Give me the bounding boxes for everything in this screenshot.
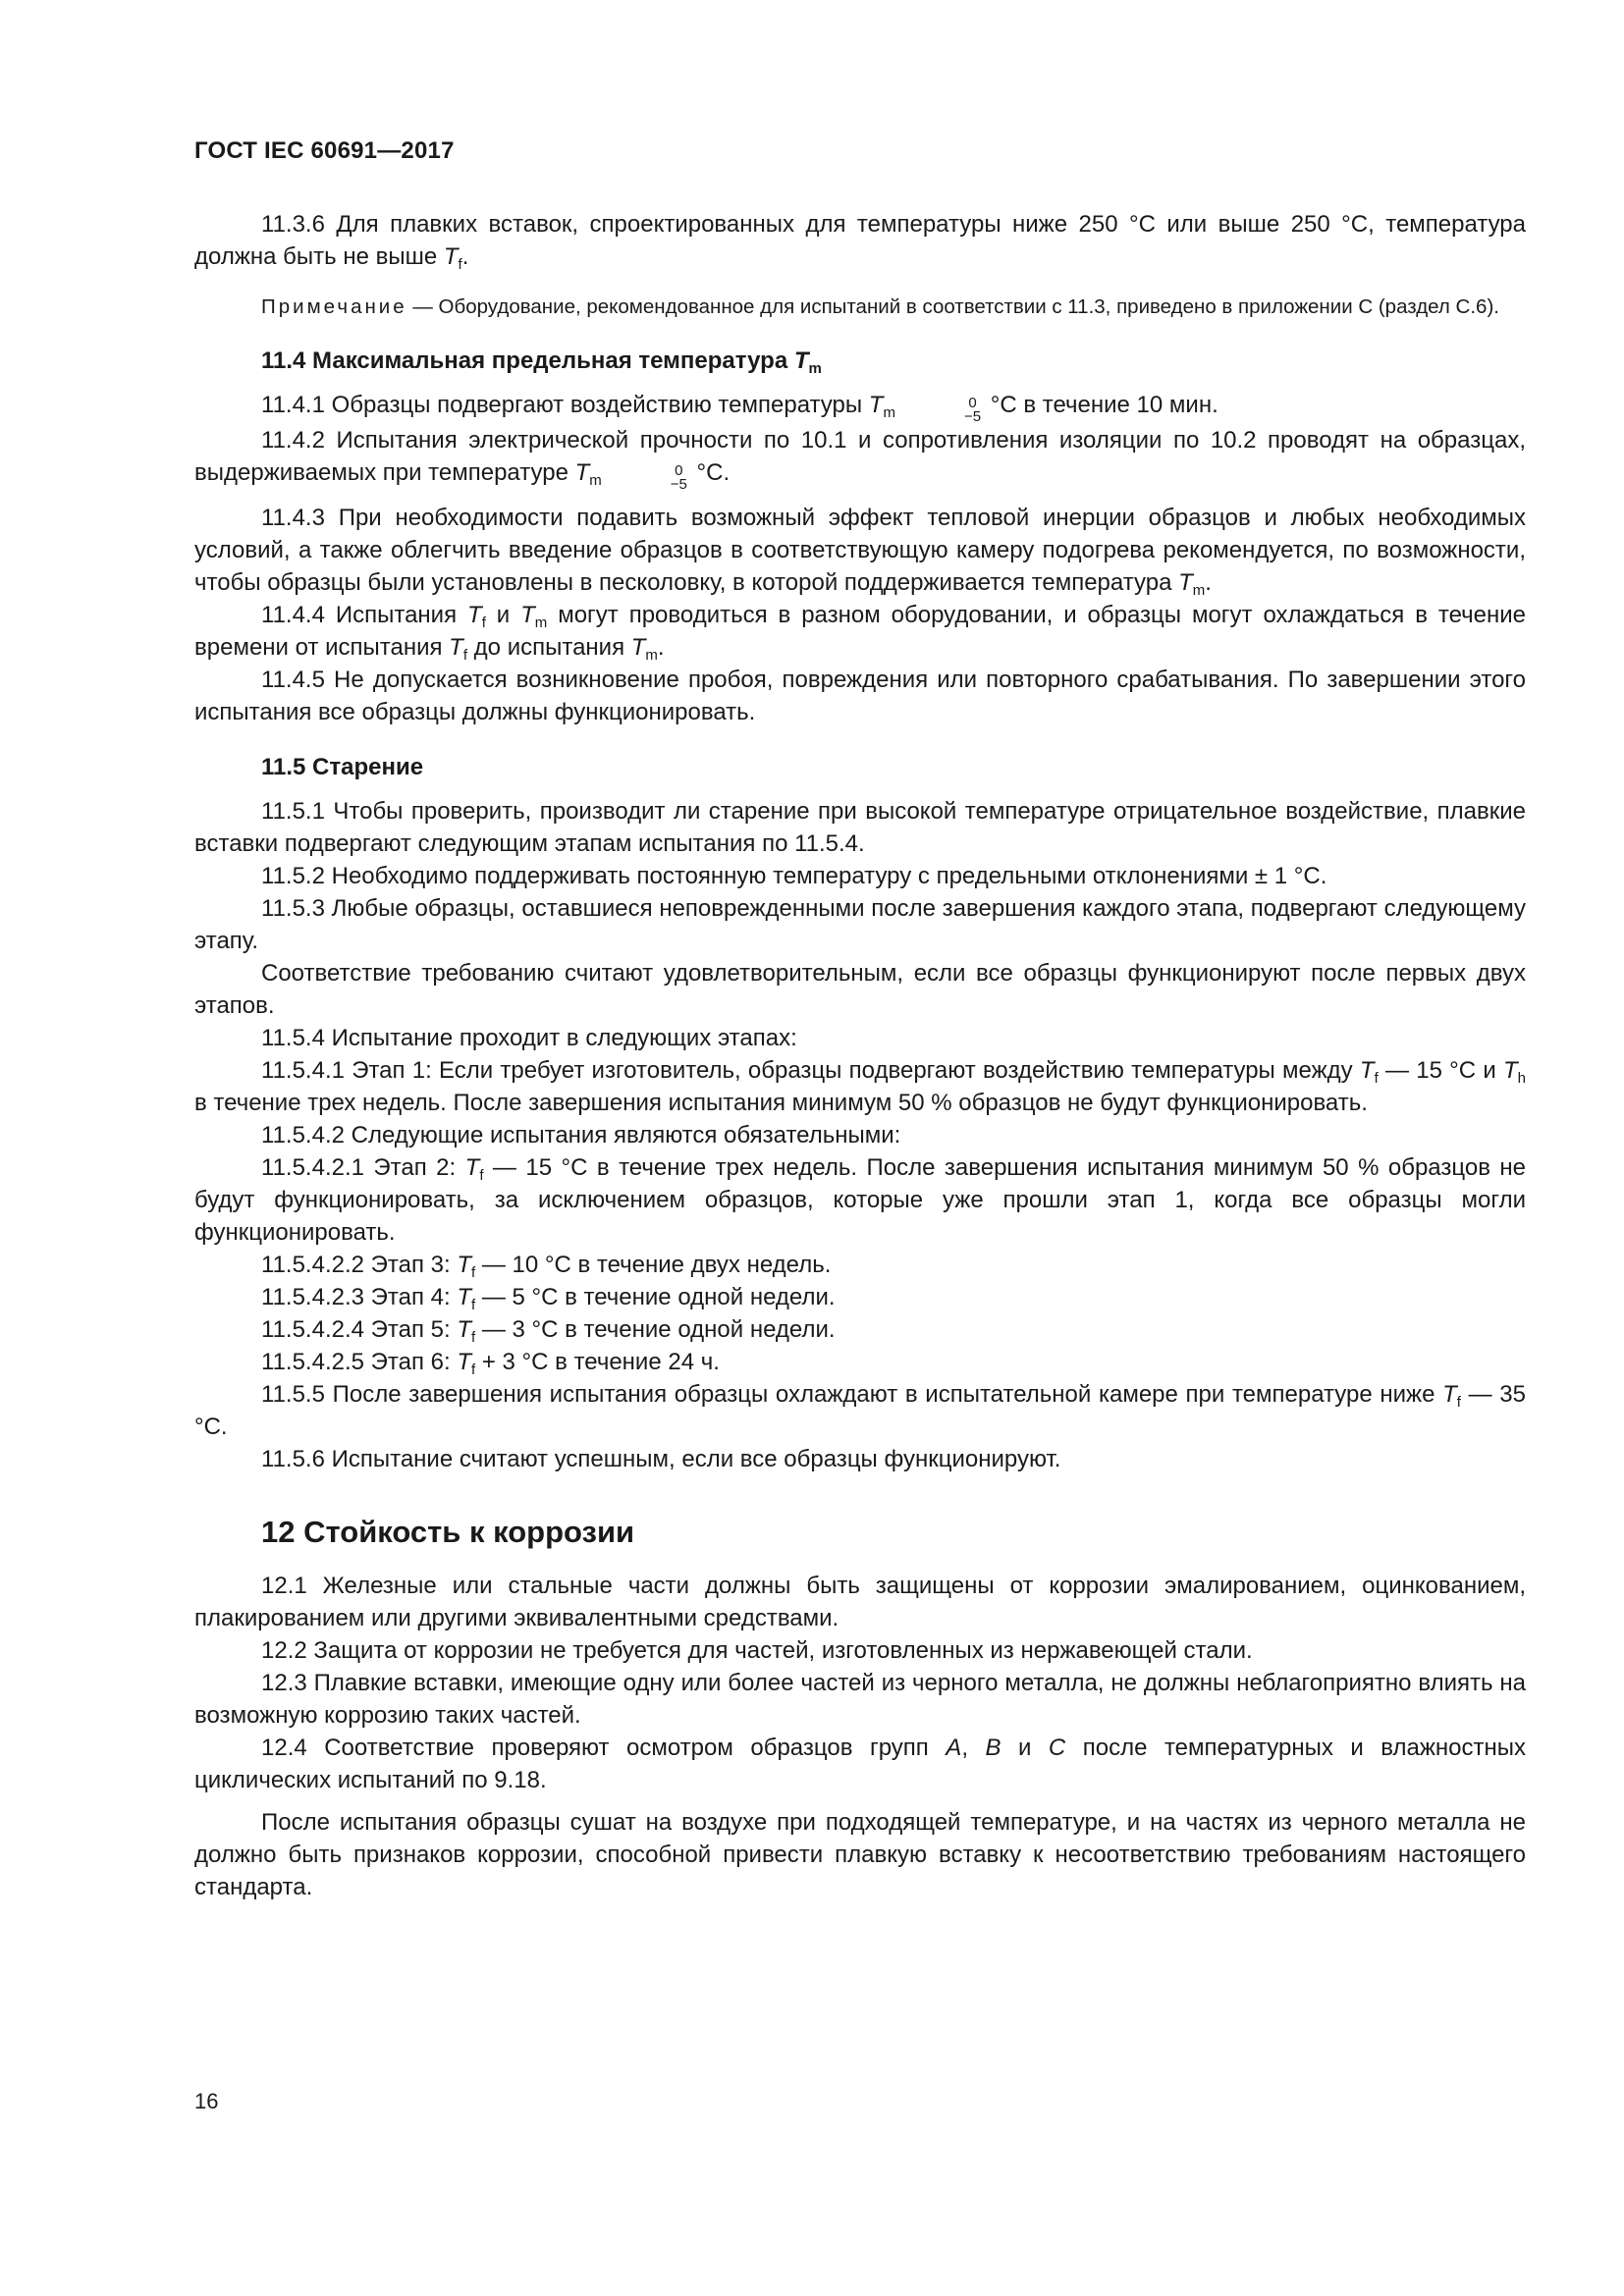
clause-11-4-2: 11.4.2 Испытания электрической прочности по 10.1 и сопротивления изоляции по 10.2 проводят на образцах, выдерживаемых при температуре $T_m$ 0 −5 °С.	[194, 427, 1526, 493]
document-header: ГОСТ IEC 60691—2017	[194, 137, 455, 164]
clause-11-4-3: 11.4.3 При необходимости подавить возможный эффект тепловой инерции образцов и любых необходимых условий, а также облегчить введение образцов в соответствующую камеру подогрева рекомендуется, по возможности, чтобы образцы были установлены в песколовку, в которой поддерживается температура $T_m$.	[194, 505, 1526, 599]
clause-11-5-4-2: 11.5.4.2 Следующие испытания являются обязательными:	[261, 1122, 901, 1148]
clause-11-4-1: 11.4.1 Образцы подвергают воздействию температуры $T_m$ 0 −5 °С в течение 10 мин.	[261, 392, 1218, 425]
clause-11-5-5: 11.5.5 После завершения испытания образцы охлаждают в испытательной камере при температуре ниже $T_f$ — 35 °С.	[194, 1381, 1526, 1440]
clause-11-5-4-2-4: 11.5.4.2.4 Этап 5: $T_f$ — 3 °С в течение одной недели.	[261, 1316, 836, 1346]
page-number: 16	[194, 2089, 219, 2113]
clause-11-5-3: 11.5.3 Любые образцы, оставшиеся неповрежденными после завершения каждого этапа, подвергают следующему этапу.	[194, 895, 1526, 954]
tolerance: 0 −5	[670, 462, 687, 493]
section-11-5-heading: 11.5 Старение	[261, 754, 424, 780]
note-label: Примечание	[261, 295, 407, 318]
document-page	[194, 137, 1526, 1903]
section-12-heading: 12 Стойкость к коррозии	[261, 1515, 635, 1549]
clause-12-4: 12.4 Соответствие проверяют осмотром образцов групп A, B и C после температурных и влажностных циклических испытаний по 9.18.	[194, 1735, 1526, 1793]
clause-11-5-3-compliance: Соответствие требованию считают удовлетворительным, если все образцы функционируют после первых двух этапов.	[194, 960, 1526, 1019]
clause-12-3: 12.3 Плавкие вставки, имеющие одну или более частей из черного металла, не должны неблагоприятно влиять на возможную коррозию таких частей.	[194, 1670, 1526, 1729]
clause-12-2: 12.2 Защита от коррозии не требуется для частей, изготовленных из нержавеющей стали.	[261, 1637, 1253, 1664]
clause-11-5-4: 11.5.4 Испытание проходит в следующих этапах:	[261, 1025, 797, 1051]
clause-11-4-5: 11.4.5 Не допускается возникновение пробоя, повреждения или повторного срабатывания. По завершении этого испытания все образцы должны функционировать.	[194, 667, 1526, 725]
clause-11-4-4: 11.4.4 Испытания $T_f$ и $T_m$ могут проводиться в разном оборудовании, и образцы могут охлаждаться в течение времени от испытания $T_f$ до испытания $T_m$.	[194, 602, 1526, 664]
note: Примечание — Оборудование, рекомендованное для испытаний в соответствии с 11.3, приведено в приложении С (раздел С.6).	[261, 295, 1499, 318]
clause-11-5-4-2-5: 11.5.4.2.5 Этап 6: $T_f + 3$ °С в течение 24 ч.	[261, 1349, 720, 1378]
clause-11-5-4-2-3: 11.5.4.2.3 Этап 4: $T_f$ — 5 °С в течение одной недели.	[261, 1284, 836, 1313]
clause-11-5-4-2-1: 11.5.4.2.1 Этап 2: $T_f$ — 15 °С в течение трех недель. После завершения испытания минимум 50 % образцов не будут функционировать, за исключением образцов, которые уже прошли этап 1, когда все образцы могли функционировать.	[194, 1154, 1527, 1246]
clause-12-4-drying: После испытания образцы сушат на воздухе при подходящей температуре, и на частях из черного металла не должно быть признаков коррозии, способной привести плавкую вставку к несоответствию требованиям настоящего стандарта.	[194, 1809, 1526, 1900]
section-11-4-heading: 11.4 Максимальная предельная температура $T_m$	[261, 347, 822, 377]
clause-12-1: 12.1 Железные или стальные части должны быть защищены от коррозии эмалированием, оцинкованием, плакированием или другими эквивалентными средствами.	[194, 1573, 1526, 1631]
clause-11-5-1: 11.5.1 Чтобы проверить, производит ли старение при высокой температуре отрицательное воздействие, плавкие вставки подвергают следующим этапам испытания по 11.5.4.	[194, 798, 1526, 857]
tolerance: 0 −5	[963, 395, 982, 425]
clause-11-5-2: 11.5.2 Необходимо поддерживать постоянную температуру с предельными отклонениями ± 1 °С.	[261, 863, 1327, 889]
clause-11-3-6: 11.3.6 Для плавких вставок, спроектированных для температуры ниже 250 °С или выше 250 °С, температура должна быть не выше $T_f$.	[194, 211, 1526, 273]
clause-11-5-4-2-2: 11.5.4.2.2 Этап 3: $T_f$ — 10 °С в течение двух недель.	[261, 1252, 832, 1281]
clause-11-5-4-1: 11.5.4.1 Этап 1: Если требует изготовитель, образцы подвергают воздействию температуры между $T_f$ — 15 °С и $T_h$ в течение трех недель. После завершения испытания минимум 50 % образцов не будут функционировать.	[194, 1057, 1527, 1116]
clause-11-5-6: 11.5.6 Испытание считают успешным, если все образцы функционируют.	[261, 1446, 1061, 1472]
